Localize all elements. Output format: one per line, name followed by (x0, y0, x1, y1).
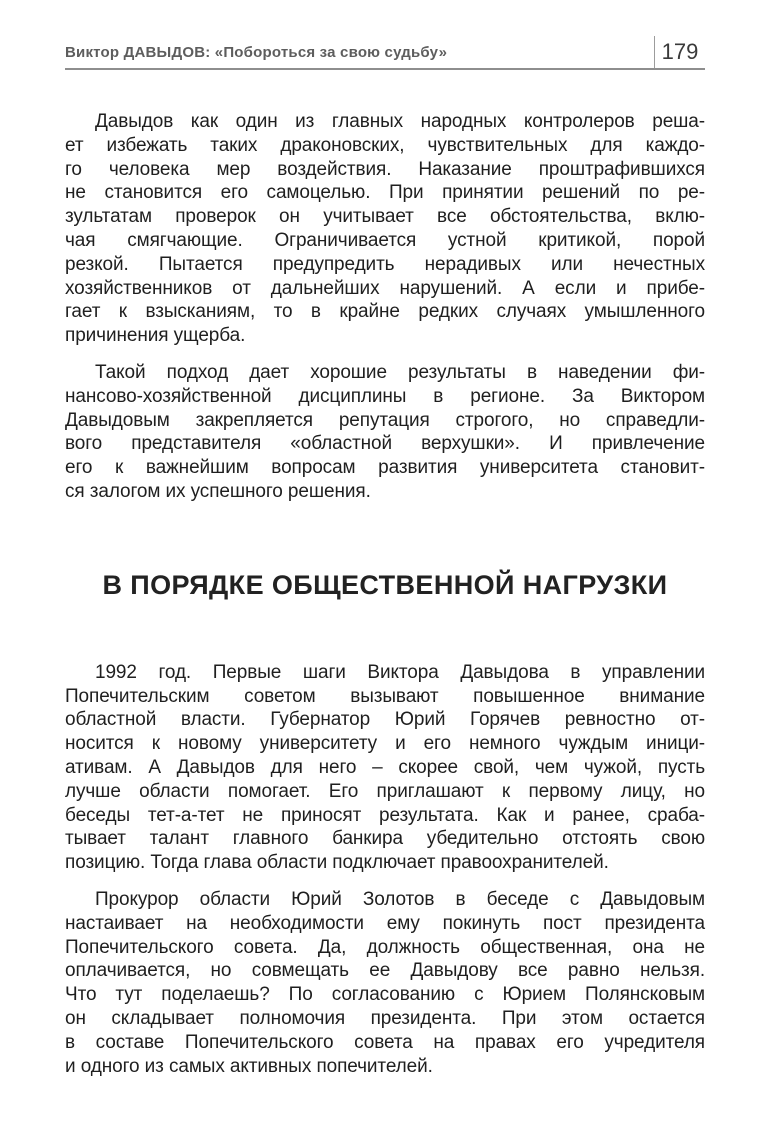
text-line: зультатам проверок он учитывает все обстоятельства, вклю- (65, 206, 705, 228)
text-line: не становится его самоцелью. При принятии решений по ре- (65, 182, 705, 204)
text-line: причинения ущерба. (65, 325, 246, 347)
paragraph (65, 888, 705, 1078)
section-heading: В ПОРЯДКЕ ОБЩЕСТВЕННОЙ НАГРУЗКИ (102, 569, 668, 600)
text-line: его к важнейшим вопросам развития университета становит- (65, 457, 705, 479)
text-line: вого представителя «областной верхушки». И привлечение (65, 433, 705, 455)
text-line: лучше области помогает. Его приглашают к первому лицу, но (65, 780, 705, 802)
text-line: Прокурор области Юрий Золотов в беседе с Давыдовым (95, 888, 705, 910)
text-line: он складывает полномочия президента. При этом остается (65, 1007, 705, 1029)
text-line: нансово-хозяйственной дисциплины в регионе. За Виктором (65, 385, 705, 407)
paragraph (65, 110, 705, 348)
text-line: чая смягчающие. Ограничивается устной критикой, порой (65, 229, 705, 251)
text-line: областной власти. Губернатор Юрий Горячев ревностно от- (65, 709, 705, 731)
paragraph (65, 361, 705, 504)
text-line: Попечительского совета. Да, должность общественная, она не (65, 936, 705, 958)
text-line: 1992 год. Первые шаги Виктора Давыдова в управлении (95, 661, 705, 683)
text-line: в составе Попечительского совета на правах его учредителя (65, 1031, 705, 1053)
text-line: позицию. Тогда глава области подключает правоохранителей. (65, 852, 609, 874)
text-line: Давыдов как один из главных народных контролеров реша- (95, 111, 705, 132)
text-line: хозяйственников от дальнейших нарушений. А если и прибе- (65, 277, 705, 299)
text-line: Попечительским советом вызывают повышенное внимание (65, 685, 705, 707)
text-line: Что тут поделаешь? По согласованию с Юрием Полянсковым (65, 984, 705, 1006)
text-line: оплачивается, но совмещать ее Давыдову все равно нельзя. (65, 960, 705, 982)
text-line: тывает талант главного банкира убедительно отстоять свою (65, 828, 705, 850)
text-line: гает к взысканиям, то в крайне редких случаях умышленного (65, 301, 705, 323)
text-line: ся залогом их успешного решения. (65, 480, 371, 502)
paragraph (65, 661, 705, 875)
running-header (65, 36, 705, 70)
text-line: ет избежать таких драконовских, чувствительных для каждо- (65, 134, 705, 156)
text-line: го человека мер воздействия. Наказание проштрафившихся (65, 158, 705, 180)
text-line: носится к новому университету и его немного чуждым иници- (65, 733, 705, 755)
text-body (65, 110, 705, 1091)
text-line: и одного из самых активных попечителей. (65, 1055, 433, 1077)
page-number: 179 (661, 39, 699, 64)
text-line: Такой подход дает хорошие результаты в наведении фи- (95, 361, 705, 383)
text-line: беседы тет-а-тет не приносят результата. Как и ранее, сраба- (65, 804, 705, 826)
text-line: ативам. А Давыдов для него – скорее свой, чем чужой, пусть (65, 756, 705, 778)
text-line: настаивает на необходимости ему покинуть пост президента (65, 912, 705, 934)
text-line: резкой. Пытается предупредить нерадивых или нечестных (65, 253, 705, 275)
text-line: Давыдовым закрепляется репутация строгого, но справедли- (65, 409, 705, 431)
running-title: Виктор ДАВЫДОВ: «Побороться за свою судьбу» (65, 36, 655, 68)
